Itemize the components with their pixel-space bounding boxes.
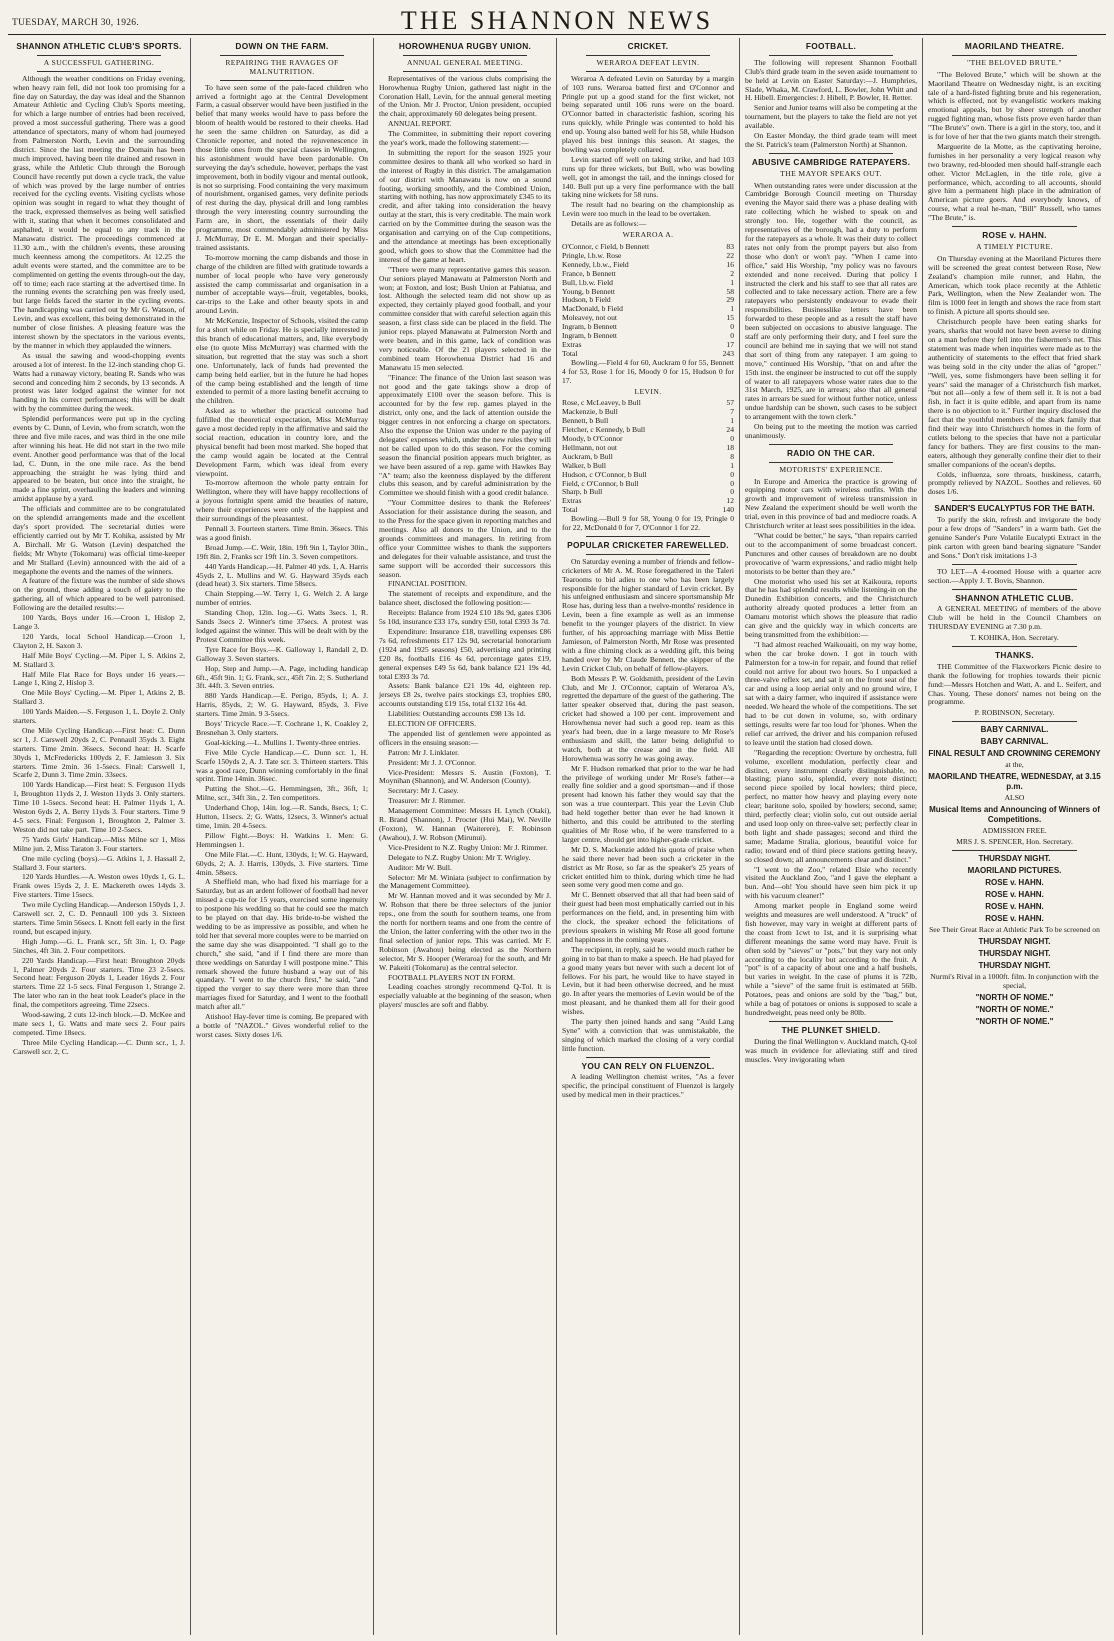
divider bbox=[952, 500, 1077, 501]
paragraph: President: Mr J. J. O'Connor. bbox=[388, 757, 477, 767]
paragraph: Asked as to whether the practical outcome had fulfilled the theoretical expectation, Miss McMurray gave a most decided reply in the affirmative and said the social reaction, education in country lore, and the physical benefit had been most marked. She hoped that the camp would again be located at the Central Development Farm, which was ideal from every viewpoint. bbox=[196, 406, 368, 478]
paragraph: Half Mile Flat Race for Boys under 16 years.—Lange 1, King 2, Hislop 3. bbox=[13, 669, 185, 688]
paragraph: Vice-President to N.Z. Rugby Union: Mr J. Rimmer. bbox=[388, 842, 548, 852]
article-subhead: THE MAYOR SPEAKS OUT. bbox=[780, 168, 882, 178]
article-headline: ROSE v. HAHN. bbox=[982, 230, 1047, 241]
batsman: Extras bbox=[562, 339, 582, 349]
runs: 0 bbox=[730, 469, 734, 479]
ad-line: THURSDAY NIGHT. bbox=[978, 960, 1051, 970]
paragraph: Receipts: Balance from 1924 £10 18s 9d, gates £306 5s 10d, insurance £33 17s, sundry £50, total £393 3s 7d. bbox=[379, 608, 551, 627]
article-headline: SHANNON ATHLETIC CLUB'S SPORTS. bbox=[16, 41, 182, 51]
article-subhead: "THE BELOVED BRUTE." bbox=[967, 57, 1062, 67]
newspaper-title: THE SHANNON NEWS bbox=[400, 6, 714, 35]
scorecard-row bbox=[562, 332, 734, 341]
article-subhead: WERAROA DEFEAT LEVIN. bbox=[596, 57, 700, 67]
article-body bbox=[745, 59, 917, 150]
runs: 0 bbox=[730, 434, 734, 444]
paragraph: The statement of receipts and expenditure, and the balance sheet, disclosed the following position:— bbox=[379, 589, 551, 608]
runs: 24 bbox=[726, 425, 734, 435]
paragraph: Marguerite de la Motte, as the captivating heroine, furnishes in her personality a very logical reason why two brawny, red-blooded men should half-strangle each other. Victor McLaglen, in the title role, give a performance, which, according to all accounts, should give him a permanent high place in the admiration of American picture goers. And everybody knows, of course, what a real he-man, "Bill" Russell, who tames "The Brute," is. bbox=[928, 141, 1101, 223]
batsman: France, b Bennett bbox=[562, 268, 616, 278]
paragraph: Assets: Bank balance £21 19s 4d, eighteen rep. jerseys £8 2s, twelve pairs stockings £3, trophies £80, accounts outstanding £19 15s, total £132 16s 4d. bbox=[379, 681, 551, 709]
runs: 1 bbox=[730, 277, 734, 287]
scorecard bbox=[562, 243, 734, 350]
article-body bbox=[13, 75, 185, 1057]
paragraph: 100 Yards, Boys under 16.—Croon 1, Hislop 2, Lange 3. bbox=[13, 613, 185, 631]
paragraph: FOOTBALL PLAYERS NOT IN FORM. bbox=[388, 972, 515, 982]
batsman: Sharp, b Bull bbox=[562, 487, 603, 497]
bowling-figures: Bowling.—Field 4 for 60, Auckram 0 for 55, Bennett 4 for 53, Rose 1 for 16, Moody 0 for 15, Hudson 0 for 17. bbox=[562, 357, 734, 385]
paragraph: The party then joined hands and sang "Auld Lang Syne" with a conviction that was unmistakable, the singing of which marked the closing of a very cordial little function. bbox=[562, 1017, 734, 1053]
paragraph: "Finance: The finance of the Union last season was not good and the gate takings show a drop of approximately £100 over the season before. This is accounted for by the few rep. games played in the district, only one, and the lack of attention outside the bigger centres in not enforcing a charge on spectators. Also the expense the Union was under re the paying of delegates' expenses which, under the new rules they will not be called upon to do this season. For the coming season the financial position appears much brighter, as we have been assured of a rep. game with Hawkes Bay "A" team; also the keenness displayed by the different clubs this season, and by careful administration by the Committee we should finish with a good credit balance. bbox=[379, 372, 551, 498]
paragraph: Details are as follows:— bbox=[571, 219, 647, 229]
article-headline: THE PLUNKET SHIELD. bbox=[781, 1024, 881, 1035]
paragraph: Pennall 3. Fourteen starters. Time 8min. 36secs. This was a good finish. bbox=[196, 524, 368, 542]
paragraph: Chain Stepping.—W. Terry 1, G. Welch 2. A large number of entries. bbox=[196, 589, 368, 608]
paragraph: Wood-sawing, 2 cuts 12-inch block.—D. McKee and mate secs 1, G. Watts and mate secs 2. Four pairs competed. Time 18secs. bbox=[13, 1010, 185, 1037]
paragraph: 120 Yards Hurdles.—A. Weston owes 10yds 1, G. L. Frank owes 15yds 2, J. E. Mackereth owes 14yds 3. Five starters. Time 15secs. bbox=[13, 872, 185, 900]
article-body bbox=[562, 1073, 734, 1100]
paragraph: Secretary: Mr J. Casey. bbox=[388, 786, 459, 796]
batsman: Fletcher, c Kennedy, b Bull bbox=[562, 425, 646, 435]
scorecard-row bbox=[562, 497, 734, 506]
batsman: Moody, b O'Connor bbox=[562, 434, 623, 444]
runs: 8 bbox=[730, 451, 734, 461]
batsman: Hudson, b Field bbox=[562, 295, 611, 305]
batsman: Mackenzie, b Bull bbox=[562, 407, 618, 417]
notice-text: THE Committee of the Flaxworkers Picnic desire to thank the following for trophies towards their picnic fund:—Messrs Hotchen and Watt, A. and L. Seifert, and Chas. Young. These donors' names not being on the programme. bbox=[928, 661, 1101, 707]
paragraph: One mile cycling (boys).—G. Atkins 1, J. Hassall 2, Stallard 3. Four starters. bbox=[13, 853, 185, 872]
paragraph: Mr D. S. Mackenzie added his quota of praise when he said there never had been such a cricketer in the district as Mr Rose, so far as the speaker's 25 years of cricket entitled him to think, during which time he had seen some very good men come and go. bbox=[562, 844, 734, 890]
runs: 1 bbox=[730, 416, 734, 426]
paragraph: Pillow Fight.—Boys: H. Watkins 1. Men: G. Hemmingsen 1. bbox=[196, 830, 368, 849]
paragraph: 440 Yards Handicap.—H. Palmer 40 yds. 1, A. Harris 45yds 2, L. Mullins and W. G. Hayward 35yds each (dead heat) 3. Six starters. Time 58secs. bbox=[196, 561, 368, 589]
divider bbox=[586, 536, 710, 537]
batsman: Walker, b Bull bbox=[562, 460, 607, 470]
paragraph: "What could be better," he says, "than repairs carried out to the accompaniment of some broadcast concert. Punctures and other causes of breakdown are no doubt provocative of 'warm expressions,' and radio might help motorists to be better than they are." bbox=[745, 530, 917, 576]
paragraph: Half Mile Boys' Cycling.—M. Piper 1, S. Atkins 2, M. Stallard 3. bbox=[13, 650, 185, 669]
ad-headline: SANDER'S EUCALYPTUS FOR THE BATH. bbox=[934, 504, 1095, 514]
runs: 18 bbox=[726, 442, 734, 452]
issue-date: TUESDAY, MARCH 30, 1926. bbox=[12, 18, 140, 28]
article-subhead: MOTORISTS' EXPERIENCE. bbox=[779, 464, 883, 474]
divider bbox=[952, 564, 1077, 565]
paragraph: As usual the sawing and wood-chopping events aroused a lot of interest. In the 12-inch standing chop G. Watts had a runaway victory, beating R. Sands who was second and conceding him 2 seconds, by 13 seconds. A protest was later lodged against the winner for not handing in his correct performances; this will be dealt with by the committee during the week. bbox=[13, 350, 185, 414]
runs: 57 bbox=[726, 398, 734, 408]
paragraph: Although the weather conditions on Friday evening, when heavy rain fell, did not look too promising for a fine day on Saturday, the day was ideal and the Shannon Amateur Athletic and Cycling Club's Sports meeting, for which a large number of entries had been received, proved a most successful gathering. There was a good attendance of spectators, many of whom had journeyed from Palmerston North, Levin and the surrounding district. Since the last meeting the Domain has been much improved, having been tile drained and resown in grass, while the Athletic Club through the Borough Council have recently put down a cycle track, the value of which was proved by the large number of entries received for the cycling events. Visiting cyclists whose opinion was sought in regard to what they thought of the track, expressed themselves as being well satisfied with it, stating that when it becomes consolidated and asphalted, it would be equal to any track in the Manawatu district. The proceedings commenced at 11.30 a.m., with the children's events, these arousing much keenness among the competitors. At 12.25 the adult events were started, and the committee are to be complimented on getting the events through-out the day, off to time; each race starting at the advertised time. In the running events the scratching pen was freely used, but large fields faced the starter in the cycling events. The handicapping was carried out by Mr G. Watson, of Levin, and was excellent, this being demonstrated in the number of close finishes. A pleasing feature was the interest shown by the spectators in the various events, by the manner in which they applauded the winners. bbox=[13, 73, 185, 350]
divider bbox=[586, 1057, 710, 1058]
divider bbox=[769, 153, 893, 154]
paragraph: Leading coaches strongly recommend Q-Tol. It is especially valuable at the beginning of the season, when players' muscles are soft and flabby. bbox=[379, 982, 551, 1010]
runs: 0 bbox=[730, 478, 734, 488]
article-body bbox=[745, 1038, 917, 1065]
notice-text: A GENERAL MEETING of members of the above Club will be held in the Council Chambers on THURSDAY EVENING at 7.30 p.m. bbox=[928, 604, 1101, 632]
divider bbox=[37, 71, 161, 72]
paragraph: 100 Yards Maiden.—S. Ferguson 1, L. Doyle 2. Only starters. bbox=[13, 707, 185, 726]
article-headline: DOWN ON THE FARM. bbox=[235, 41, 329, 51]
column-4 bbox=[557, 38, 740, 1635]
paragraph: 120 Yards, local School Handicap.—Croon 1, Clayton 2, H. Saxon 3. bbox=[13, 631, 185, 650]
paragraph: 75 Yards Girls' Handicap.—Miss Milne scr 1, Miss Milne jun. 2, Miss Taraton 3. Four starters. bbox=[13, 834, 185, 853]
paragraph: Mr McKenzie, Inspector of Schools, visited the camp for a short while on Friday. He is specially interested in this branch of educational matters, and, like everybody else (to quote Miss McMurray) was charmed with the situation, but regretted that the stay was such a short one. Unfortunately, lack of funds had prevented the camp being held earlier, but in the future he had hopes of the camp being established and the length of time extended to permit of a more lasting benefit accruing to the children. bbox=[196, 316, 368, 406]
paragraph: Patron: Mr J. Linklater. bbox=[388, 747, 460, 757]
paragraph: Standing Chop, 12in. log.—G. Watts 3secs. 1, R. Sands 3secs 2. Winner's time 37secs. A protest was lodged against the winner. This will be dealt with by the Protest Committee this week. bbox=[196, 608, 368, 644]
runs: 29 bbox=[726, 295, 734, 305]
paragraph: Auditor: Mr W. Bull. bbox=[388, 862, 452, 872]
carnival-line: ALSO bbox=[1004, 793, 1025, 803]
paragraph: The recipient, in reply, said he would much rather be going in to bat than to make a speech. He had played for a good many years but never with such a decent lot of fellows. For his part, he would like to have stayed in Levin, but it had been otherwise decreed, and he must go. In after years the memories of Levin would be of the most pleasant, and he thanked them all for their good wishes. bbox=[562, 944, 734, 1017]
total-value: 243 bbox=[722, 348, 734, 358]
ad-line: ROSE v. HAHN. bbox=[985, 877, 1044, 887]
paragraph: On being put to the meeting the motion was carried unanimously. bbox=[745, 422, 917, 440]
carnival-signature: MRS J. S. SPENCER, Hon. Secretary. bbox=[956, 837, 1073, 846]
article-body bbox=[928, 71, 1101, 223]
article-headline: POPULAR CRICKETER FAREWELLED. bbox=[567, 540, 729, 551]
paragraph: Treasurer: Mr J. Rimmer. bbox=[388, 796, 466, 806]
ad-line: "NORTH OF NOME." bbox=[975, 1016, 1054, 1026]
paragraph: "I went to the Zoo," related Elsie who recently visited the Auckland Zoo, "and I gave the elephant a bun. And—oh! You should have seen him pick it up with his vacuum cleaner!" bbox=[745, 864, 917, 901]
paragraph: "There were many representative games this season. Our seniors played Manawatu at Palmerston North and won; at Foxton, and lost; Bush Union at Pahiatua, and lost. Although the selected team did not show up as expected, they certainly played good football, and your committee consider that with careful selection again this season, a first class side can be placed in the field. The junior reps. played Manawatu at Palmerston North and were beaten, and in this game, lack of condition was very noticeable. Of the 21 players selected in the combined team Horowhenua District had 16 and Manawatu 15 men selected. bbox=[379, 264, 551, 372]
article-body bbox=[745, 182, 917, 441]
batsman: Extras bbox=[562, 496, 582, 506]
paragraph: Mr W. Hannan moved and it was seconded by Mr J. W. Robson that there be three selectors of the junior reps., one from the south for southern teams, one from the north for northern teams and one from the centre of the Union, the latter conferring with the other two in the final selection of junior reps. This was carried. Mr F. Robinson (Awahou) being elected as the Northern selector, Mr S. Hooper (Weraroa) for the south, and Mr W. Pakeiti (Tokomaru) as the central selector. bbox=[379, 891, 551, 972]
article-headline: FOOTBALL. bbox=[805, 41, 857, 51]
carnival-line: at the, bbox=[1005, 760, 1024, 770]
batsman: Hellmann, not out bbox=[562, 442, 618, 452]
paragraph: High Jump.—G. L. Frank scr., 5ft 3in. 1, O. Page 5inches, 4ft 3in. 2. Four competitors. bbox=[13, 936, 185, 955]
batsman: Ingram, b Bennett bbox=[562, 331, 618, 341]
divider bbox=[769, 462, 893, 463]
article-subhead: REPAIRING THE RAVAGES OF MALNUTRITION. bbox=[225, 57, 339, 76]
columns bbox=[8, 38, 1106, 1635]
paragraph: A Sheffield man, who had fixed his marriage for a Saturday, but as an ardent follower of football had never missed a cup-tie for 15 years, exercised some ingenuity to postpone his wedding so that he could see the match to be played on that day. His bride-to-be wished the wedding to be as impressive as possible, and when he told her that several more couples were to be married on the same day she was disappointed. "I shall go to the church," she said, "and if I find there are more than three weddings on Saturday I will postpone mine." This remark showed the future husband a way out of his quandary. "I went to the church first," he said, "and tipped the verger to say there were more than three marriages fixed for Saturday, and I went to the football match after all." bbox=[196, 877, 368, 1012]
notice-signature: P. ROBINSON, Secretary. bbox=[974, 708, 1055, 718]
runs: 15 bbox=[726, 313, 734, 323]
batsman: Bennett, b Bull bbox=[562, 416, 609, 426]
paragraph: Weraroa A defeated Levin on Saturday by a margin of 103 runs. Weraroa batted first and O'Connor and Pringle put up a good stand for the first wicket, not being separated until 106 runs were on the board. O'Connor batted in characteristic fashion, scoring his runs quickly, while Pringle was contented to hold his end up. Young also batted well for his 58, while Hudson played his best innings this season. At stages, the bowling was completely collared. bbox=[562, 73, 734, 154]
paragraph: Levin started off well on taking strike, and had 103 runs up for three wickets, but Bull, who was bowling well, got in amongst the tail, and the innings closed for 140. Bull put up a very fine performance with the ball taking nine wickets for 58 runs. bbox=[562, 154, 734, 200]
paragraph: One motorist who used his set at Kaikoura, reports that he has had splendid results while listening-in on the Dunedin Exhibition concerts, and the Christchurch authority already quoted produces a letter from an Oamaru motorist which shows the pleasure that radio can give and the quickly way in which concerts are being transmitted from the exhibition:— bbox=[745, 576, 917, 639]
runs: 83 bbox=[726, 242, 734, 252]
divider bbox=[403, 71, 527, 72]
carnival-line: Musical Items and Announcing of Winners of Competitions. bbox=[929, 805, 1100, 825]
runs: 1 bbox=[730, 460, 734, 470]
batsman: MacDonald, b Field bbox=[562, 304, 623, 314]
divider bbox=[769, 444, 893, 445]
runs: 22 bbox=[726, 250, 734, 260]
paragraph: Selector: Mr M. Winiata (subject to confirmation by the Management Committee). bbox=[379, 872, 551, 891]
carnival-title: BABY CARNIVAL. bbox=[980, 737, 1049, 747]
batsman: Moleavey, not out bbox=[562, 313, 617, 323]
paragraph: The officials and committee are to be congratulated on the splendid arrangements made and the excellent day's sport provided. The secretarial duties were efficiently carried out by Mr T. Kohika, assisted by Mr A. Birchall. Mr G. Watson (Levin) despatched the fields; Mr Whyte (Tokomaru) was official time-keeper and Mr Stallard (Levin) announced with the aid of a megaphone the events and the names of the winners. bbox=[13, 504, 185, 576]
divider bbox=[769, 55, 893, 56]
column-5 bbox=[740, 38, 923, 1635]
scorecard bbox=[562, 399, 734, 506]
paragraph: Two mile Cycling Handicap.—Anderson 150yds 1, J. Carswell scr. 2, C. D. Pennaull 100 yds 3. Sixteen starters. Time 5min 56secs. I. Knott fell early in the first round, but escaped injury. bbox=[13, 900, 185, 936]
batsman: Bull, l.b.w. Field bbox=[562, 277, 613, 287]
article-body bbox=[379, 75, 551, 1010]
classified-ad: TO LET—A 4-roomed House with a quarter acre section.—Apply J. T. Bovis, Shannon. bbox=[928, 566, 1101, 585]
ad-line: THURSDAY NIGHT. bbox=[978, 936, 1051, 946]
runs: 2 bbox=[730, 268, 734, 278]
paragraph: During the final Wellington v. Auckland match, Q-tol was much in evidence for alleviating stiff and tired muscles. Very invigorating when bbox=[745, 1036, 917, 1064]
paragraph: Management Committee: Messrs H. Lynch (Otaki), R. Brand (Shannon), J. Procter (Hui Mai), W. Neville (Foxton), W. Hannan (Waiterere), F. Robinson (Awahou), J. W. Robson (Mirunui). bbox=[379, 806, 551, 842]
article-headline: HOROWHENUA RUGBY UNION. bbox=[398, 41, 532, 51]
paragraph: ELECTION OF OFFICERS. bbox=[388, 719, 476, 729]
paragraph: On Saturday evening a number of friends and fellow-cricketers of Mr A. M. Rose foregathered in the Taleri Tearooms to bid adieu to one who has been largely responsible for the higher standard of Levin cricket. By his unfeigned enthusiasm and sincere sportsmanship Mr Rose has, during less than a twelve-months' residence in Levin, been a fine example as well as an immense benefit to the younger players of the district. In view further, of his approaching marriage with Miss Bettie Jamieson, of Palmerston North, Mr Rose was presented with a fine chiming clock as a wedding gift, this being handed over by Mr Claude Bennett, the skipper of the Levin Cricket Club, on behalf of fellow-players. bbox=[562, 556, 734, 673]
article-body bbox=[745, 478, 917, 1018]
paragraph: Expenditure: Insurance £18, travelling expenses £86 7s 6d, refreshments £17 12s 9d, secretarial honorarium (1924 and 1925 seasons) £50, advertising and printing £20 8s, footballs £16 4s 6d, percentage gates £19, general expenses £49 5s 6d, bank balance £21 19s 4d, total £393 3s 7d. bbox=[379, 626, 551, 681]
article-body bbox=[562, 75, 734, 229]
runs: 12 bbox=[726, 496, 734, 506]
notice-signature: T. KOHIKA, Hon. Secretary. bbox=[970, 633, 1059, 643]
paragraph: Mr F. Hudson remarked that prior to the war he had the privilege of working under Mr Rose's father—a really fine soldier and a good sportsman—and if those present had known his father they would say that the son was a true counterpart. This year the Levin Club had held together better than ever he had known it hitherto, and this could be attributed to the sterling qualities of Mr Rose who, if he were transferred to a larger centre, should get into higher-grade cricket. bbox=[562, 763, 734, 844]
paragraph: Atishoo! Hay-fever time is coming. Be prepared with a bottle of "NAZOL." Gives wonderful relief to the worst cases. Sixty doses 1/6. bbox=[196, 1012, 368, 1039]
ad-line: Nurmi's Rival in a 1000ft. film. In conjunction with the special, bbox=[930, 971, 1099, 990]
runs: 16 bbox=[726, 259, 734, 269]
ad-line: ROSE v. HAHN. bbox=[985, 901, 1044, 911]
divider bbox=[952, 646, 1077, 647]
divider bbox=[220, 80, 344, 81]
ad-line: ROSE v. HAHN. bbox=[985, 913, 1044, 923]
ad-line: See Their Great Race at Athletic Park To be screened on bbox=[929, 924, 1100, 934]
paragraph: "Regarding the reception: Overture by orchestra, full volume, excellent modulation, perfectly clear and distinct, every instrument clearly distinguishable, no blasting; piano solo, splendid, every note distinct; second piece spoiled by local howlers; third piece, perfect, no matter how heavy and playing every note clear; baritone solo, spoiled by howlers; second, same; third, perfectly clear; violin solo, cut out outside aerial and used loop only on three-valve set; perfectly clear in both light and shade passages; second and third the same; Madame Stralia, glorious, beautiful voice for radio; toward end of third piece stations getting heavy, so closed down; all announcements clear and distinct." bbox=[745, 747, 917, 864]
paragraph: One Mile Flat.—C. Hunt, 130yds, 1; W. G. Hayward, 60yds, 2; A. J. Harris, 130yds, 3. Five starters. Time 4min. 58secs. bbox=[196, 849, 368, 877]
paragraph: To-morrow morning the camp disbands and those in charge of the children are filled with gratitude towards a number of local people who have very generously assisted the camp commissariat and organisation in a number of acceptable ways—fruit, vegetables, books, car-trips to the Lake and other beauty spots in and around Levin. bbox=[196, 252, 368, 316]
paragraph: The Committee, in submitting their report covering the year's work, made the following statement:— bbox=[379, 129, 551, 148]
column-6 bbox=[923, 38, 1106, 1635]
runs: 17 bbox=[726, 339, 734, 349]
paragraph: On Easter Monday, the third grade team will meet the St. Patrick's team (Palmerston North) at Shannon. bbox=[745, 131, 917, 149]
divider bbox=[952, 850, 1077, 851]
paragraph: "I had almost reached Waikouaiti, on my way home, when the car broke down. I got in touch with Palmerston for a tow-in for repair, and found that relief could not arrive for about two hours. So I unpacked a three-valve reflex set, and sat it on the front seat of the car and using a loop aerial only and no ground wire, I sat with a dairy farmer, who inquired if assistance were needed. We heard the whole of the competitions. The set had to be cut down in volume, so, with ordinary settings, results were far too loud for 'phones. When the relief car arrived, the driver and his companion refused to leave until the station had closed down. bbox=[745, 639, 917, 747]
total-label: Total bbox=[562, 505, 578, 515]
ad-text: To purify the skin, refresh and invigorate the body pour a few drops of "Sanders" in a warm bath. Get the genuine Sander's Pure Volatile Eucalypti Extract in the pink carton with green band bearing signature "Sander and Sons." Don't risk imitations 1-3 bbox=[928, 515, 1101, 560]
paragraph: Tyre Race for Boys.—K. Galloway 1, Randall 2, D. Galloway 3. Seven starters. bbox=[196, 644, 368, 663]
scorecard-title: WERAROA A. bbox=[622, 230, 674, 240]
runs: 1 bbox=[730, 304, 734, 314]
divider bbox=[586, 71, 710, 72]
scorecard-title: LEVIN. bbox=[634, 386, 662, 396]
paragraph: A feature of the fixture was the number of side shows on the ground, these adding a touch of gaiety to the gathering, all of which appeared to be well patronised. Following are the detailed results:— bbox=[13, 576, 185, 613]
paragraph: A leading Wellington chemist writes, "As a fever specific, the principal constituent of Fluenzol is largely used by medical men in their practices." bbox=[562, 1072, 734, 1100]
paragraph: FINANCIAL POSITION. bbox=[388, 579, 468, 589]
divider bbox=[403, 55, 527, 56]
carnival-line: FINAL RESULT AND CROWNING CEREMONY bbox=[928, 749, 1101, 759]
batsman: Ingram, b Bennett bbox=[562, 322, 618, 332]
paragraph: Colds, influenza, sore throats, huskiness, catarrh, promptly relieved by NAZOL. Soothes and relieves. 60 doses 1/6. bbox=[928, 469, 1101, 497]
paragraph: When outstanding rates were under discussion at the Cambridge Borough Council meeting on Thursday evening the Mayor said there was a phase dealing with rate collecting which he wished to speak on and strongly too. He, together with the council, as representatives of the borough, had a duty to perform for the ratepayers as a whole. It was their duty to collect rates not only from the prompt payers but also from those who don't or won't pay. "When I came into office," said His Worship, "my policy was no favours extended and none received. During that policy I instructed the clerk and his staff to see that all rates are collected and to take necessary action. There are a few ratepayers who persistently endeavour to evade their responsibilities. Businesslike letters have been forwarded to these people and as a result the staff have been subjected on occasions to abusive language. The staff are only performing their duty, and I feel sure the council are behind me in saying that we will not stand that sort of thing from any ratepayer. I am going to move," continued His Worship, "that on and after the 15th inst. the engineer be instructed to cut off the supply of water to all ratepayers whose water rates due to the 31st March, 1925, are in arrears; also that all general rates in arrears be sued for without further notice, unless undue hardship can be shown, such cases to be subject to arrangement with the town clerk." bbox=[745, 180, 917, 422]
paragraph: "Your Committee desires to thank the Referees' Association for their assistance during the season, and to the Press for the space given in reporting matches and meetings. Also all donors to the Union, and to the grounds committees and managers. In retiring from office your Committee wishes to thank the supporters and delegates for their valuable assistance, and trust the same support will be accorded their successors this season. bbox=[379, 498, 551, 579]
notice-headline: THANKS. bbox=[995, 650, 1034, 661]
paragraph: The result had no bearing on the championship as Levin were too much in the lead to be overtaken. bbox=[562, 200, 734, 219]
divider bbox=[952, 226, 1077, 227]
paragraph: One Mile Boys' Cycling.—M. Piper 1, Atkins 2, B. Stallard 3. bbox=[13, 688, 185, 707]
paragraph: Putting the Shot.—G. Hemmingsen, 3ft., 36ft, 1; Milne, scr., 34ft 3in., 2. Ten competitors. bbox=[196, 784, 368, 803]
article-body bbox=[562, 558, 734, 1054]
carnival-venue: MAORILAND THEATRE, WEDNESDAY, at 3.15 p.m. bbox=[928, 772, 1101, 792]
article-body bbox=[928, 255, 1101, 497]
paragraph: On Thursday evening at the Maoriland Pictures there will be screened the great contest between Rose, New Zealand's champion mile runner, and Hahn, the American, which took place recently at the Athletic Park, Wellington, when the New Zealander won. The film is 1000 feet in length and shows the race from start to finish. A picture all sports should see. bbox=[928, 253, 1101, 317]
batsman: Hudson, c O'Connor, b Bull bbox=[562, 469, 647, 479]
column-3 bbox=[374, 38, 557, 1635]
article-body bbox=[196, 84, 368, 1040]
runs: 7 bbox=[730, 407, 734, 417]
total-label: Total bbox=[562, 348, 578, 358]
column-2 bbox=[191, 38, 374, 1635]
paragraph: Three Mile Cycling Handicap.—C. Dunn scr., 1, J. Carswell scr. 2, C. bbox=[13, 1037, 185, 1056]
divider bbox=[952, 55, 1077, 56]
scorecard-row bbox=[562, 488, 734, 497]
article-subhead: ANNUAL GENERAL MEETING. bbox=[407, 57, 523, 67]
article-headline: CRICKET. bbox=[627, 41, 669, 51]
batsman: Auckram, b Bull bbox=[562, 451, 613, 461]
column-1 bbox=[8, 38, 191, 1635]
article-subhead: A SUCCESSFUL GATHERING. bbox=[43, 57, 155, 67]
batsman: Young, b Bennett bbox=[562, 286, 616, 296]
scorecard-row bbox=[562, 341, 734, 350]
paragraph: In Europe and America the practice is growing of equipping motor cars with wireless outfits. With the growth and improvement of wireless transmission in New Zealand the experiment should be well worth the trial, even in this province of bad and mediocre roads. A Christchurch writer at least sees possibilities in the idea. bbox=[745, 476, 917, 531]
paragraph: The appended list of gentlemen were appointed as officers in the ensuing season:— bbox=[379, 728, 551, 747]
runs: 0 bbox=[730, 322, 734, 332]
batsman: O'Connor, c Field, b Bennett bbox=[562, 242, 650, 252]
runs: 0 bbox=[730, 487, 734, 497]
paragraph: Both Messrs P. W. Goldsmith, president of the Levin Club, and Mr J. O'Connor, captain of Weraroa A's, regretted the departure of the guest of the gathering. The latter speaker observed that, during the past season, cricket had showed a 100 per cent. improvement and Horowhenua never had such a good rep. team as this year's had been, due in a large measure to Mr Rose's enthusiasm and skill, the latter being delightful to watch, both at the crease and in the field. All Horowhenua was sorry he was going away. bbox=[562, 673, 734, 763]
article-headline: RADIO ON THE CAR. bbox=[786, 447, 876, 458]
paragraph: Delegate to N.Z. Rugby Union: Mr T. Wrigley. bbox=[388, 852, 531, 862]
divider bbox=[220, 55, 344, 56]
divider bbox=[952, 721, 1077, 722]
batsman: Pringle, l.b.w. Rose bbox=[562, 250, 622, 260]
notice-headline: SHANNON ATHLETIC CLUB. bbox=[955, 592, 1074, 603]
batsman: Field, c O'Connor, b Bull bbox=[562, 478, 639, 488]
paragraph: Mr C. Bennett observed that all that had been said of their guest had been most emphatically carried out in his performances on the field, and, in presenting him with the clock, the speaker echoed the felicitations of previous speakers in wishing Mr Rose all good fortune and happiness in the coming years. bbox=[562, 890, 734, 944]
divider bbox=[769, 1021, 893, 1022]
runs: 0 bbox=[730, 331, 734, 341]
paragraph: Vice-President: Messrs S. Austin (Foxton), T. Moynihan (Shannon), and W. Anderson (County). bbox=[379, 767, 551, 786]
paragraph: Christchurch people have been eating sharks for years, sharks that would not have been averse to dining on a man before they fell into the fishermen's net. This statement was made when inquiries were made as to the authenticity of statements to the effect that fried shark was being sold in the city under the alias of "groper." "Well, yes, some fishmongers have been selling it for years" said the manager of a Christchurch fish market, "but not all—only a few of them sell it. It is not a bad fish, in fact it is quite edible, and apart from its name there is no objection to it." Further inquiry disclosed the fact that the youthful members of the shark family that find their way into Christchurch homes in the form of cutlets belong to the species that have not a particular fancy for bathers. They are first cousins to the man-eaters, although they generally confine their diet to their smaller companions of the ocean's depths. bbox=[928, 317, 1101, 469]
paragraph: Liabilities: Outstanding accounts £98 13s 1d. bbox=[388, 709, 526, 719]
paragraph: In submitting the report for the season 1925 your committee desires to thank all who worked so hard in the interest of Rugby in this district. The amalgamation of our district with Manawatu is now on a sound footing, working smoothly, and the Combined Union, starting with nothing, has now approximately £345 to its credit, and after taking into consideration the heavy outlay at the start, this is very creditable. The main work carried on by the Committee during the season was the organisation and carrying on of the Cup competitions, and the attendance at meetings has been exceptionally good, which goes to show that the Committee had the interest of the game at heart. bbox=[379, 147, 551, 264]
article-headline: YOU CAN RELY ON FLUENZOL. bbox=[581, 1060, 715, 1071]
paragraph: Five Mile Cycle Handicap.—C. Dunn scr. 1, H. Scarfe 150yds 2, A. J. Tate scr. 3. Thirteen starters. This was a good race, Dunn winning comfortably in the final sprint. Time 14min. 36sec. bbox=[196, 747, 368, 784]
article-subhead: A TIMELY PICTURE. bbox=[976, 241, 1053, 251]
carnival-line: ADMISSION FREE. bbox=[982, 826, 1047, 836]
divider bbox=[586, 55, 710, 56]
paragraph: To-morrow afternoon the whole party entrain for Wellington, where they will have happy recollections of a joyous fortnight spent amid the beauties of nature, where their experiences were only of the happiest and their surroundings of the pleasantest. bbox=[196, 478, 368, 524]
bowling-figures: Bowling.—Bull 9 for 58, Young 0 for 19, Pringle 0 for 22, McDonald 0 for 7, O'Connor 1 for 22. bbox=[562, 514, 734, 533]
paragraph: Hop, Step and Jump.—A. Page, including handicap 6ft., 45ft 9in. 1; G. Frank, scr., 45ft 7in. 2; S. Sutherland 3ft. 44ft. 3. Seven entries. bbox=[196, 663, 368, 691]
paragraph: Senior and Junior teams will also be competing at the tournament, but the players to take the field are not yet available. bbox=[745, 103, 917, 131]
paragraph: To have seen some of the pale-faced children who arrived a fortnight ago at the Central Development Farm, a casual observer would have been justified in the belief that many weeks would have to pass before the bloom of health would be restored to their cheeks. Had he seen the same children on Saturday, as did a Chronicle reporter, and noted the rejuvenescence in those little ones from the special classes in Wellington, his astonishment would have been pardonable. On surveying the day's schedule, however, perhaps the vast improvement, both in bodily vigour and mental outlook, is not so surprising. Food containing the very maximum of nourishment, organised games, very definite periods of rest during the day, physical drill and long rambles through the very interesting country surrounding the Farm are, in short, the essentials of their daily programme, most commendably administered by Miss J. McMurray, Dr E. M. Morgan and their specially-trained assistants. bbox=[196, 82, 368, 252]
paragraph: One Mile Cycling Handicap.—First heat: C. Dunn scr 1, J. Carswell 20yds 2, C. Pennaull 35yds 3. Eight starters. Time 2min. 36secs. Second heat: H. Scarfe 30yds 1, McFredericks 100yds 2, F. Jamieson 3. Six starters. Time 2min. 36 1-5secs. Final: Carswell 1, Scarfe 2, Dunn 3. Time 2min. 33secs. bbox=[13, 725, 185, 780]
ad-line: "NORTH OF NOME." bbox=[975, 992, 1054, 1002]
masthead bbox=[8, 4, 1106, 35]
paragraph: 220 Yards Handicap.—First heat: Broughton 20yds 1, Palmer 20yds 2. Four starters. Time 23 2-5secs. Second heat: Ferguson 20yds 1, Leader 16yds 2. Four starters. Time 22 1-5 secs. Final Ferguson 1, Strange 2. The later who ran in the heat took Leader's place in the final, the competitors agreeing. Time 22secs. bbox=[13, 955, 185, 1010]
total-value: 140 bbox=[722, 505, 734, 515]
paragraph: Underhand Chop, 14in. log.—R. Sands, 8secs, 1; C. Hutton, 11secs. 2; G. Watts, 12secs, 3. Winner's actual time, 1min. 20 4-5secs. bbox=[196, 803, 368, 831]
carnival-title: BABY CARNIVAL. bbox=[980, 725, 1049, 735]
ad-line: THURSDAY NIGHT. bbox=[978, 853, 1051, 863]
paragraph: Goal-kicking.—L. Mullins 1. Twenty-three entries. bbox=[205, 737, 361, 747]
paragraph: ANNUAL REPORT. bbox=[388, 119, 452, 129]
divider bbox=[952, 589, 1077, 590]
paragraph: Among market people in England some weird weights and measures are well understood. A "truck" of fish however, may vary in weight at different parts of the coast from 1cwt to 1st, and it is surprising what different meanings the same word may have. Fruit is often sold by "sieves" or "pots," but they vary not only according to the locality but according to the fruit. A "pot" is of a capacity of about one and a half bushels, but varies in weight. In the case of plums it is 72lb, while a "sieve" of the same fruit is estimated at 56lb. Potatoes, peas and onions are sold by the "bag," but, while a bag of potatoes or onions is supposed to scale a hundredweight, peas need only be 80lb. bbox=[745, 901, 917, 1018]
paragraph: 100 Yards Handicap.—First heat: S. Ferguson 11yds 1, Broughton 11yds 2, J. Weston 11yds 3. Only starters. Time 10 1-5secs. Second heat: H. Palmer 11yds 1, A. Weston 6yds 2, A. Berry 11yds 3. Four starters. Time 9 4-5 secs. Final: Ferguson 1, Broughton 2, Palmer 3. Weston did not take part. Time 10 2-5secs. bbox=[13, 780, 185, 834]
ad-line: MAORILAND PICTURES. bbox=[967, 865, 1062, 875]
paragraph: 880 Yards Handicap.—E. Perigo, 85yds, 1; A. J. Harris, 85yds, 2; W. G. Hayward, 85yds, 3. Five starters. Time 2min. 9 3-5secs. bbox=[196, 691, 368, 719]
paragraph: Representatives of the various clubs comprising the Horowhenua Rugby Union, gathered last night in the Coronation Hall, Levin, for the annual general meeting of the Union. Mr J. Proctor, Union president, occupied the chair, approximately 60 delegates being present. bbox=[379, 73, 551, 119]
divider bbox=[37, 55, 161, 56]
ad-line: "NORTH OF NOME." bbox=[975, 1004, 1054, 1014]
ad-line: ROSE v. HAHN. bbox=[985, 889, 1044, 899]
article-headline: MAORILAND THEATRE. bbox=[964, 41, 1065, 51]
runs: 58 bbox=[726, 286, 734, 296]
paragraph: Boys' Tricycle Race.—T. Cochrane 1, K. Coakley 2, Bresnehan 3. Only starters. bbox=[196, 719, 368, 737]
paragraph: The following will represent Shannon Football Club's third grade team in the seven aside tournament to be held at Levin on Easter Saturday:—J. Humphries, Slade, Whaka, M. Crawford, L. Bowler, John Whitt and H. Hibell. Emergencies: J. Hibell, P. Bowler, H. Retter. bbox=[745, 57, 917, 103]
paragraph: "The Beloved Brute," which will be shown at the Maoriland Theatre on Wednesday night, is an exciting tale of a hard-fisted fighting brute and his regeneration, which is effected, not by evangelistic workers making emotional appeals, but by sheer strength of another rugged fighting man, whose fists prove even harder than "The Brute's" own. There is a girl in the story, too, and it is for love of her that the two giants match their strength. bbox=[928, 69, 1101, 142]
article-headline: ABUSIVE CAMBRIDGE RATEPAYERS. bbox=[751, 156, 911, 167]
paragraph: Broad Jump.—C. Weir, 18in. 19ft 9in 1, Taylor 30in., 19ft 8in. 2, Franks scr 19ft 1in. 3. Seven competitors. bbox=[196, 542, 368, 561]
batsman: Kennedy, l.b.w., Field bbox=[562, 259, 629, 269]
divider bbox=[586, 554, 710, 555]
batsman: Rose, c McLeavey, b Bull bbox=[562, 398, 641, 408]
paragraph: Splendid performances were put up in the cycling events by C. Dunn, of Levin, who from scratch, won the three and five mile races, and was third in the one mile after winning his heat. He did not start in the two mile event. Another good performance was that of the local lad, C. Dunn, in the one mile race. As the bend approaching the straight he was lying third and appeared to be beaten, but once into the straight, he made a fine sprint, overhauling the leaders and winning amidst applause by a yard. bbox=[13, 414, 185, 504]
ad-line: THURSDAY NIGHT. bbox=[978, 948, 1051, 958]
